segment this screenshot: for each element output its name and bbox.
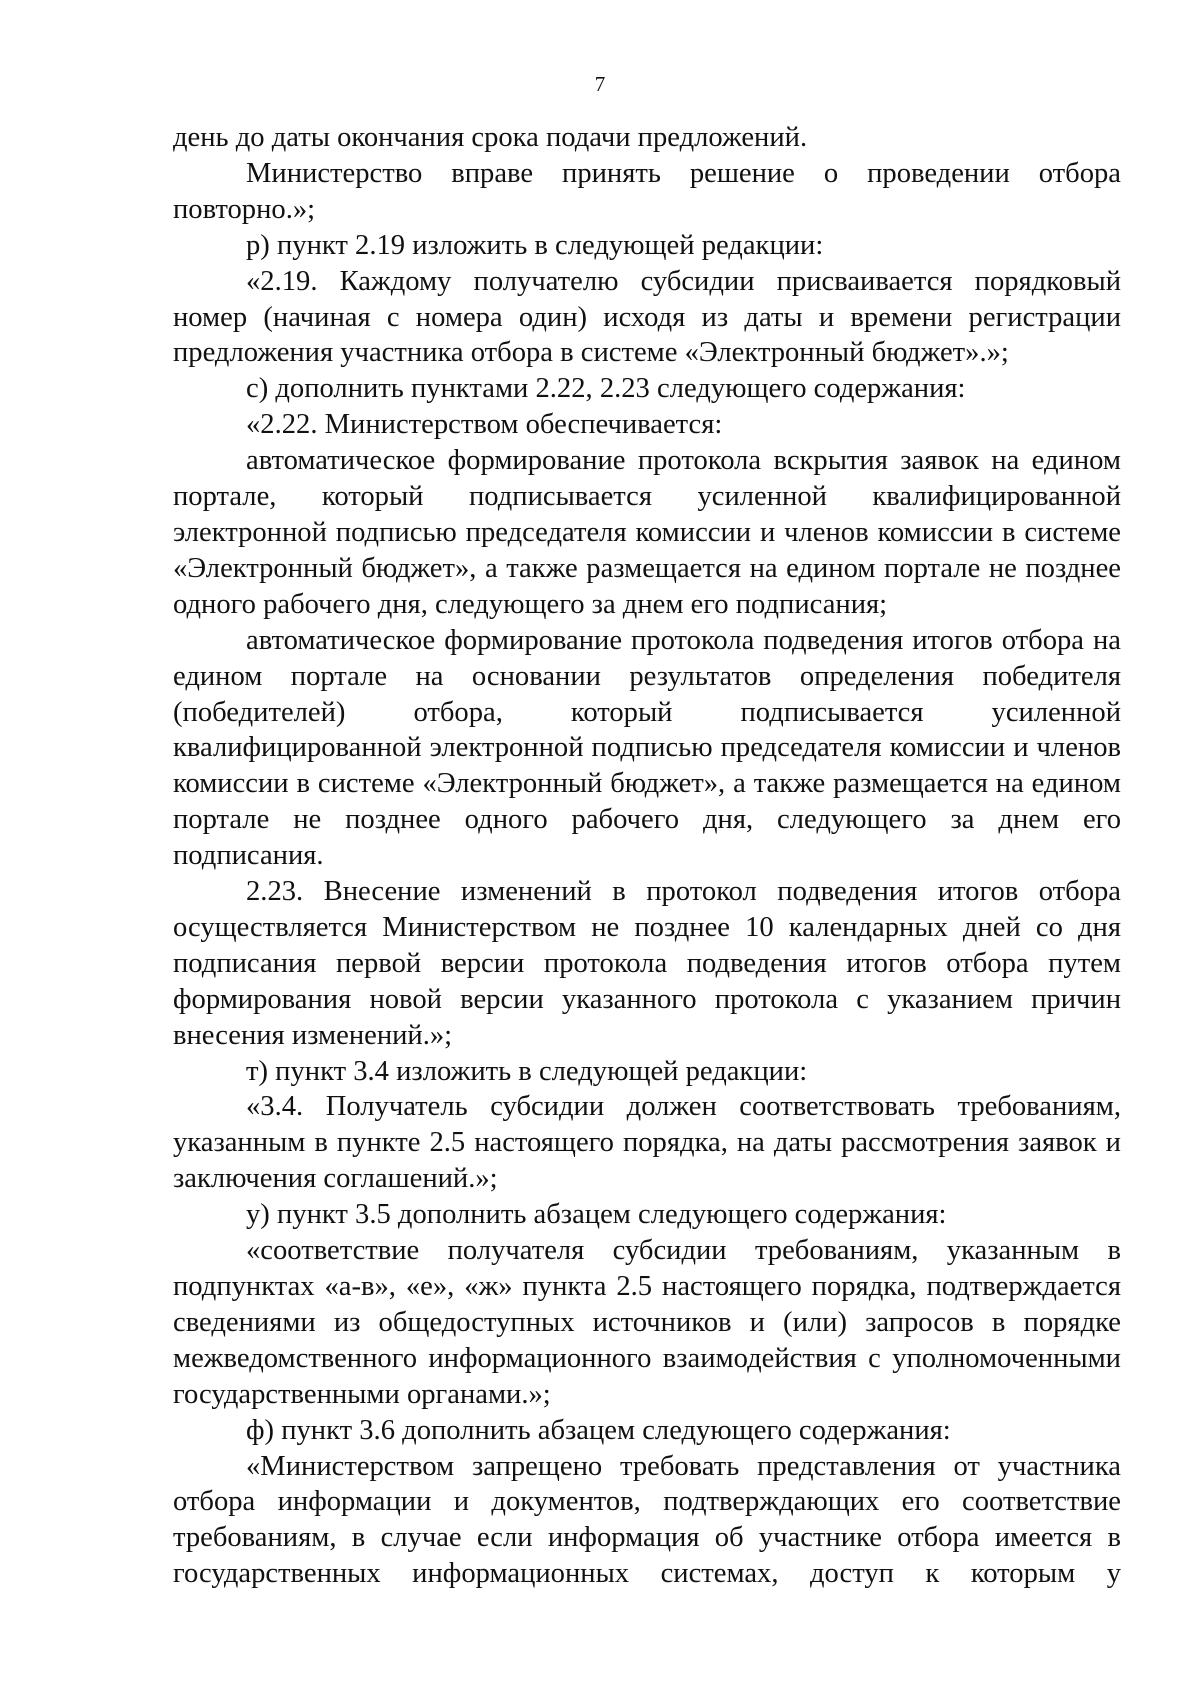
paragraph-continuation: день до даты окончания срока подачи предложений. <box>173 122 808 153</box>
paragraph-amendment-r: р) пункт 2.19 изложить в следующей редакции: <box>246 229 824 261</box>
paragraph-amendment-t: т) пункт 3.4 изложить в следующей редакции: <box>246 1055 808 1087</box>
paragraph: «соответствие получателя субсидии требованиям, указанным в подпунктах «а-в», «е», «ж» пункта 2.5 настоящего порядка, подтверждается сведениями из общедоступных источников и (или) запросов в порядке межведомственного информационного взаимодействия с уполномоченными государственными органами.»; <box>173 1235 1121 1410</box>
document-body <box>173 120 1121 1592</box>
paragraph: 2.23. Внесение изменений в протокол подведения итогов отбора осуществляется Министерством не позднее 10 календарных дней со дня подписания первой версии протокола подведения итогов отбора путем формирования новой версии указанного протокола с указанием причин внесения изменений.»; <box>173 876 1121 1051</box>
paragraph-continued: «Министерством запрещено требовать представления от участника отбора информации и документов, подтверждающих его соответствие требованиям, в случае если информация об участнике отбора имеется в государственных информационных системах, доступ к которым у <box>173 1450 1121 1590</box>
paragraph-amendment-u: у) пункт 3.5 дополнить абзацем следующего содержания: <box>246 1199 947 1231</box>
paragraph-amendment-f: ф) пункт 3.6 дополнить абзацем следующего содержания: <box>246 1414 951 1446</box>
paragraph: Министерство вправе принять решение о проведении отбора повторно.»; <box>173 157 1121 225</box>
paragraph: автоматическое формирование протокола подведения итогов отбора на едином портале на основании результатов определения победителя (победителей) отбора, который подписывается усиленной квалифицированной электронной подписью председателя комиссии и членов комиссии в системе «Электронный бюджет», а также размещается на едином портале не позднее одного рабочего дня, следующего за днем его подписания. <box>173 624 1121 872</box>
paragraph: автоматическое формирование протокола вскрытия заявок на едином портале, который подписывается усиленной квалифицированной электронной подписью председателя комиссии и членов комиссии в системе «Электронный бюджет», а также размещается на едином портале не позднее одного рабочего дня, следующего за днем его подписания; <box>173 445 1121 620</box>
paragraph: «2.22. Министерством обеспечивается: <box>246 409 723 441</box>
paragraph-amendment-s: с) дополнить пунктами 2.22, 2.23 следующего содержания: <box>246 373 966 405</box>
paragraph: «2.19. Каждому получателю субсидии присваивается порядковый номер (начиная с номера один) исходя из даты и времени регистрации предложения участника отбора в системе «Электронный бюджет».»; <box>173 265 1121 369</box>
page-number: 7 <box>594 72 606 96</box>
paragraph: «3.4. Получатель субсидии должен соответствовать требованиям, указанным в пункте 2.5 настоящего порядка, на даты рассмотрения заявок и заключения соглашений.»; <box>173 1091 1121 1195</box>
